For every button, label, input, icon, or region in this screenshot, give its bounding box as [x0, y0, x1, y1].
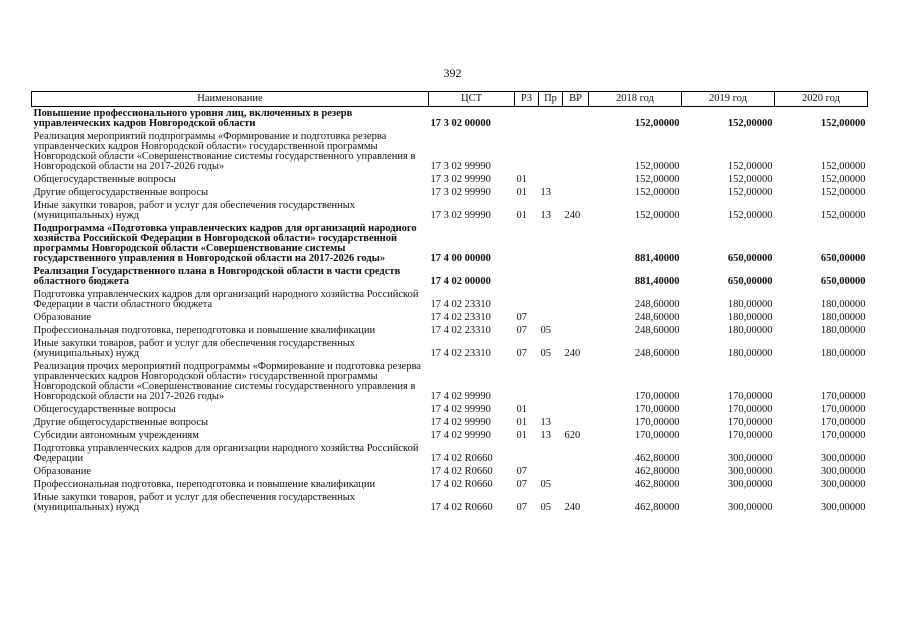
cell-2019: 152,00000	[727, 187, 773, 198]
cell-vr	[563, 465, 589, 478]
cell-vr	[563, 265, 589, 288]
cell-name: Подготовка управленческих кадров для организаций народного хозяйства Российской Федерации в части областного бюджета	[33, 289, 419, 310]
cell-vr: 240	[564, 502, 581, 513]
cell-2020: 170,00000	[820, 417, 866, 428]
cell-name: Реализация Государственного плана в Новгородской области в части средств областного бюджета	[33, 266, 401, 287]
cell-2018: 170,00000	[634, 430, 680, 441]
cell-cst: 17 4 02 23310	[430, 325, 491, 336]
cell-cst: 17 3 02 99990	[430, 161, 491, 172]
cell-rz	[515, 442, 539, 465]
table-row	[32, 442, 868, 465]
cell-2020: 300,00000	[820, 479, 866, 490]
cell-pr: 05	[540, 325, 551, 336]
cell-vr: 240	[564, 348, 581, 359]
table-row	[32, 337, 868, 360]
cell-2019: 152,00000	[727, 210, 773, 221]
table-row	[32, 199, 868, 222]
cell-rz	[515, 360, 539, 403]
cell-pr	[539, 130, 563, 173]
cell-cst: 17 4 02 99990	[430, 404, 491, 415]
cell-2018: 462,80000	[634, 466, 680, 477]
cell-name: Другие общегосударственные вопросы	[33, 187, 209, 198]
cell-cst: 17 4 02 99990	[430, 430, 491, 441]
cell-2018: 170,00000	[634, 391, 680, 402]
cell-pr: 13	[540, 187, 551, 198]
cell-vr	[563, 360, 589, 403]
cell-pr	[539, 288, 563, 311]
cell-2020: 180,00000	[820, 348, 866, 359]
cell-cst: 17 4 02 99990	[430, 391, 491, 402]
header-pr: Пр	[539, 92, 563, 107]
budget-table	[31, 91, 868, 514]
header-2018: 2018 год	[589, 92, 682, 107]
cell-vr: 240	[564, 210, 581, 221]
cell-cst: 17 4 02 00000	[430, 276, 491, 287]
cell-2019: 300,00000	[727, 502, 773, 513]
cell-pr	[539, 107, 563, 131]
cell-2020: 152,00000	[820, 161, 866, 172]
cell-rz: 07	[516, 502, 527, 513]
table-body	[32, 107, 868, 515]
cell-pr	[539, 403, 563, 416]
table-row	[32, 491, 868, 514]
cell-pr: 05	[540, 348, 551, 359]
cell-2019: 300,00000	[727, 453, 773, 464]
cell-vr	[563, 403, 589, 416]
cell-rz	[515, 130, 539, 173]
cell-2019: 170,00000	[727, 404, 773, 415]
cell-2019: 170,00000	[727, 417, 773, 428]
cell-cst: 17 3 02 99990	[430, 210, 491, 221]
cell-cst: 17 4 02 R0660	[430, 466, 493, 477]
cell-pr: 13	[540, 417, 551, 428]
cell-name: Общегосударственные вопросы	[33, 174, 176, 185]
cell-name: Субсидии автономным учреждениям	[33, 430, 199, 441]
cell-vr	[563, 478, 589, 491]
cell-vr	[563, 222, 589, 265]
table-header-row	[32, 92, 868, 107]
cell-2018: 170,00000	[634, 417, 680, 428]
cell-rz: 01	[516, 174, 527, 185]
cell-2018: 152,00000	[634, 161, 680, 172]
cell-2018: 248,60000	[634, 312, 680, 323]
cell-2018: 152,00000	[634, 187, 680, 198]
cell-cst: 17 4 02 R0660	[430, 502, 493, 513]
cell-name: Реализация прочих мероприятий подпрограммы «Формирование и подготовка резерва управленческих кадров Новгородской области» государственной программы Новгородской области «Совершенствование системы государственного управления в Новгородской области на 2017-2026 годы»	[33, 361, 421, 402]
cell-2020: 170,00000	[820, 391, 866, 402]
cell-cst: 17 3 02 00000	[430, 118, 491, 129]
cell-pr	[539, 265, 563, 288]
cell-2018: 462,80000	[634, 453, 680, 464]
table-row	[32, 107, 868, 131]
cell-2019: 180,00000	[727, 325, 773, 336]
cell-rz	[515, 107, 539, 131]
cell-rz	[515, 222, 539, 265]
cell-rz: 07	[516, 466, 527, 477]
cell-2020: 650,00000	[820, 253, 866, 264]
cell-2019: 300,00000	[727, 466, 773, 477]
header-2020: 2020 год	[775, 92, 868, 107]
cell-cst: 17 3 02 99990	[430, 174, 491, 185]
cell-2019: 152,00000	[727, 118, 773, 129]
cell-2019: 170,00000	[727, 430, 773, 441]
table-row	[32, 265, 868, 288]
cell-name: Образование	[33, 312, 92, 323]
cell-name: Образование	[33, 466, 92, 477]
table-row	[32, 222, 868, 265]
cell-cst: 17 4 02 99990	[430, 417, 491, 428]
cell-2019: 180,00000	[727, 348, 773, 359]
cell-name: Подпрограмма «Подготовка управленческих кадров для организаций народного хозяйства Российской Федерации в Новгородской области» государственной программы Новгородской области «Совершенствование системы государственного управления в Новгородской области на 2017-2026 годы»	[33, 223, 417, 264]
cell-name: Общегосударственные вопросы	[33, 404, 176, 415]
cell-rz: 01	[516, 417, 527, 428]
cell-vr	[563, 130, 589, 173]
cell-2018: 248,60000	[634, 299, 680, 310]
cell-2019: 180,00000	[727, 299, 773, 310]
cell-2020: 650,00000	[820, 276, 866, 287]
cell-vr	[563, 311, 589, 324]
cell-2018: 462,80000	[634, 502, 680, 513]
cell-vr	[563, 107, 589, 131]
cell-rz: 07	[516, 312, 527, 323]
cell-2018: 881,40000	[634, 253, 680, 264]
cell-rz: 07	[516, 325, 527, 336]
cell-vr	[563, 416, 589, 429]
cell-pr: 13	[540, 210, 551, 221]
cell-pr	[539, 173, 563, 186]
cell-2020: 300,00000	[820, 466, 866, 477]
cell-name: Иные закупки товаров, работ и услуг для обеспечения государственных (муниципальных) нужд	[33, 338, 356, 359]
cell-pr	[539, 442, 563, 465]
cell-pr	[539, 222, 563, 265]
cell-2020: 152,00000	[820, 118, 866, 129]
cell-cst: 17 4 02 23310	[430, 348, 491, 359]
cell-rz: 07	[516, 348, 527, 359]
cell-2019: 650,00000	[727, 276, 773, 287]
cell-name: Иные закупки товаров, работ и услуг для обеспечения государственных (муниципальных) нужд	[33, 200, 356, 221]
cell-2019: 300,00000	[727, 479, 773, 490]
cell-2018: 248,60000	[634, 325, 680, 336]
table-row	[32, 186, 868, 199]
header-2019: 2019 год	[682, 92, 775, 107]
cell-vr	[563, 324, 589, 337]
cell-2020: 180,00000	[820, 312, 866, 323]
cell-2019: 152,00000	[727, 161, 773, 172]
table-row	[32, 478, 868, 491]
cell-2020: 180,00000	[820, 299, 866, 310]
cell-rz	[515, 288, 539, 311]
table-row	[32, 311, 868, 324]
cell-2020: 170,00000	[820, 404, 866, 415]
cell-pr	[539, 311, 563, 324]
cell-name: Профессиональная подготовка, переподготовка и повышение квалификации	[33, 325, 376, 336]
cell-2018: 152,00000	[634, 118, 680, 129]
cell-pr	[539, 465, 563, 478]
table-row	[32, 416, 868, 429]
cell-2018: 152,00000	[634, 210, 680, 221]
cell-name: Иные закупки товаров, работ и услуг для обеспечения государственных (муниципальных) нужд	[33, 492, 356, 513]
page-number: 392	[443, 66, 462, 80]
cell-rz: 07	[516, 479, 527, 490]
cell-2020: 300,00000	[820, 502, 866, 513]
cell-name: Повышение профессионального уровня лиц, включенных в резерв управленческих кадров Новгородской области	[33, 108, 353, 129]
cell-cst: 17 4 02 23310	[430, 312, 491, 323]
cell-2018: 881,40000	[634, 276, 680, 287]
table-row	[32, 130, 868, 173]
bottom-margin	[360, 636, 440, 637]
table-row	[32, 360, 868, 403]
table-row	[32, 288, 868, 311]
cell-cst: 17 3 02 99990	[430, 187, 491, 198]
cell-vr	[563, 442, 589, 465]
cell-vr	[563, 288, 589, 311]
table-row	[32, 173, 868, 186]
cell-name: Подготовка управленческих кадров для организации народного хозяйства Российской Федерации	[33, 443, 419, 464]
cell-2019: 152,00000	[727, 174, 773, 185]
cell-2020: 152,00000	[820, 174, 866, 185]
cell-2018: 170,00000	[634, 404, 680, 415]
cell-rz: 01	[516, 187, 527, 198]
table-row	[32, 324, 868, 337]
cell-pr: 13	[540, 430, 551, 441]
cell-2020: 300,00000	[820, 453, 866, 464]
cell-name: Профессиональная подготовка, переподготовка и повышение квалификации	[33, 479, 376, 490]
cell-2018: 152,00000	[634, 174, 680, 185]
cell-rz	[515, 265, 539, 288]
cell-vr	[563, 186, 589, 199]
cell-name: Другие общегосударственные вопросы	[33, 417, 209, 428]
cell-vr	[563, 173, 589, 186]
cell-2018: 462,80000	[634, 479, 680, 490]
cell-2020: 170,00000	[820, 430, 866, 441]
header-vr: ВР	[563, 92, 589, 107]
table-row	[32, 403, 868, 416]
cell-cst: 17 4 02 R0660	[430, 453, 493, 464]
table-row	[32, 465, 868, 478]
cell-2020: 152,00000	[820, 187, 866, 198]
cell-cst: 17 4 00 00000	[430, 253, 491, 264]
cell-pr	[539, 360, 563, 403]
cell-vr: 620	[564, 430, 581, 441]
cell-2019: 650,00000	[727, 253, 773, 264]
cell-cst: 17 4 02 R0660	[430, 479, 493, 490]
cell-2020: 152,00000	[820, 210, 866, 221]
cell-cst: 17 4 02 23310	[430, 299, 491, 310]
cell-rz: 01	[516, 430, 527, 441]
cell-2019: 180,00000	[727, 312, 773, 323]
cell-pr: 05	[540, 479, 551, 490]
cell-pr: 05	[540, 502, 551, 513]
cell-rz: 01	[516, 210, 527, 221]
cell-rz: 01	[516, 404, 527, 415]
cell-2019: 170,00000	[727, 391, 773, 402]
header-name: Наименование	[32, 92, 429, 107]
header-cst: ЦСТ	[429, 92, 515, 107]
table-row	[32, 429, 868, 442]
cell-name: Реализация мероприятий подпрограммы «Формирование и подготовка резерва управленческих кадров Новгородской области» государственной программы Новгородской области «Совершенствование системы государственного управления в Новгородской области на 2017-2026 годы»	[33, 131, 416, 172]
cell-2020: 180,00000	[820, 325, 866, 336]
cell-2018: 248,60000	[634, 348, 680, 359]
header-rz: РЗ	[515, 92, 539, 107]
